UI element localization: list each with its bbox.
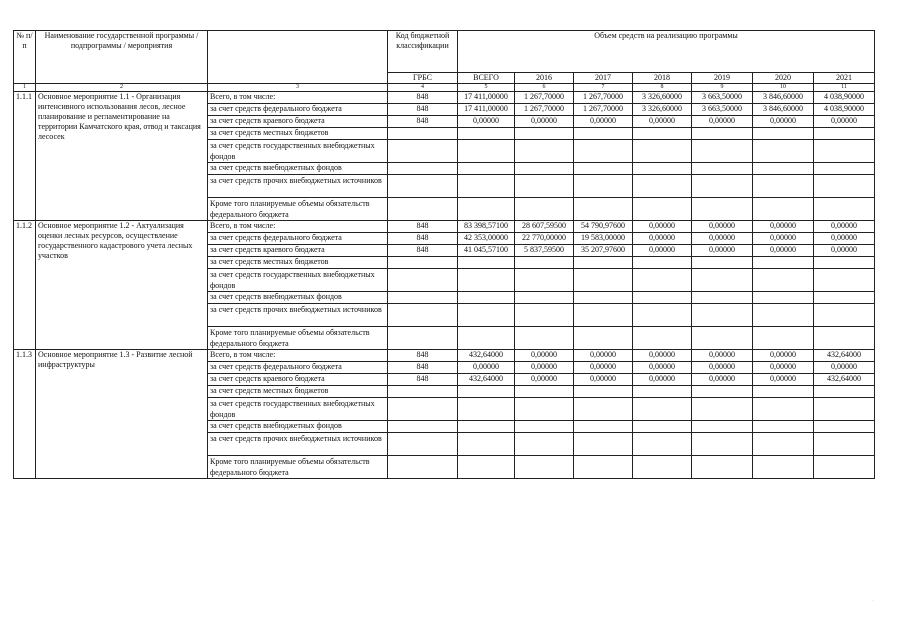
- year-value: [574, 304, 633, 327]
- year-value: 3 326,60000: [633, 104, 692, 116]
- year-value: [692, 327, 753, 350]
- year-value: 0,00000: [753, 245, 814, 257]
- total-value: [458, 386, 515, 398]
- column-number: 8: [633, 84, 692, 92]
- funding-source: за счет средств прочих внебюджетных источников: [208, 433, 388, 456]
- year-value: 35 207,97600: [574, 245, 633, 257]
- column-number: 5: [458, 84, 515, 92]
- funding-source: за счет средств местных бюджетов: [208, 128, 388, 140]
- funding-source: Всего, в том числе:: [208, 350, 388, 362]
- year-value: 0,00000: [753, 233, 814, 245]
- year-value: [574, 175, 633, 198]
- year-value: 0,00000: [515, 362, 574, 374]
- year-value: [692, 456, 753, 479]
- year-value: [814, 304, 875, 327]
- year-value: [753, 198, 814, 221]
- year-value: [814, 456, 875, 479]
- year-value: [753, 386, 814, 398]
- year-value: [574, 456, 633, 479]
- grbs-code: 848: [388, 92, 458, 104]
- column-number: 2: [36, 84, 208, 92]
- year-value: [574, 163, 633, 175]
- funding-source: за счет средств прочих внебюджетных источников: [208, 175, 388, 198]
- year-value: 0,00000: [814, 245, 875, 257]
- year-value: [692, 292, 753, 304]
- year-value: [515, 386, 574, 398]
- total-value: 83 398,57100: [458, 221, 515, 233]
- year-value: [515, 398, 574, 421]
- funding-source: за счет средств федерального бюджета: [208, 233, 388, 245]
- funding-source: за счет средств государственных внебюджетных фондов: [208, 398, 388, 421]
- year-value: [814, 175, 875, 198]
- year-value: 0,00000: [753, 374, 814, 386]
- total-value: [458, 433, 515, 456]
- year-value: [633, 140, 692, 163]
- year-value: [753, 304, 814, 327]
- year-value: [633, 304, 692, 327]
- grbs-code: 848: [388, 221, 458, 233]
- measure-name: Основное мероприятие 1.3 - Развитие лесной инфраструктуры: [36, 350, 208, 479]
- year-value: [692, 198, 753, 221]
- year-value: [753, 292, 814, 304]
- funding-source: за счет средств федерального бюджета: [208, 104, 388, 116]
- grbs-code: [388, 269, 458, 292]
- year-value: [633, 175, 692, 198]
- year-value: 0,00000: [633, 362, 692, 374]
- year-value: [814, 269, 875, 292]
- total-value: 42 353,00000: [458, 233, 515, 245]
- year-value: [515, 456, 574, 479]
- year-value: [753, 327, 814, 350]
- total-value: [458, 327, 515, 350]
- funding-source: за счет средств внебюджетных фондов: [208, 292, 388, 304]
- total-value: 41 045,57100: [458, 245, 515, 257]
- table-row: [14, 350, 875, 362]
- year-value: 3 663,50000: [692, 92, 753, 104]
- funding-source: Всего, в том числе:: [208, 221, 388, 233]
- total-value: [458, 304, 515, 327]
- header-row: [14, 31, 875, 73]
- year-value: 0,00000: [633, 221, 692, 233]
- grbs-code: 848: [388, 374, 458, 386]
- year-value: 0,00000: [515, 350, 574, 362]
- year-value: [633, 398, 692, 421]
- total-value: 17 411,00000: [458, 104, 515, 116]
- volume-header: Объем средств на реализацию программы: [458, 31, 875, 73]
- year-value: [814, 140, 875, 163]
- funding-source: Всего, в том числе:: [208, 92, 388, 104]
- measure-number: 1.1.2: [14, 221, 36, 350]
- funding-source: Кроме того планируемые объемы обязательств федерального бюджета: [208, 456, 388, 479]
- year-value: 3 326,60000: [633, 92, 692, 104]
- measure-name: Основное мероприятие 1.2 - Актуализация оценки лесных ресурсов, осуществление государственного кадастрового учета лесных участков: [36, 221, 208, 350]
- total-value: [458, 398, 515, 421]
- grbs-code: 848: [388, 116, 458, 128]
- year-value: 0,00000: [692, 374, 753, 386]
- num-header: № п/п: [14, 31, 36, 84]
- table-row: [14, 221, 875, 233]
- year-value: 1 267,70000: [515, 92, 574, 104]
- name-header: Наименование государственной программы / подпрограммы / мероприятия: [36, 31, 208, 84]
- year-value: [515, 128, 574, 140]
- funding-source: за счет средств прочих внебюджетных источников: [208, 304, 388, 327]
- year-value: [515, 269, 574, 292]
- year-value: [753, 175, 814, 198]
- year-value: [574, 386, 633, 398]
- year-value: [814, 386, 875, 398]
- grbs-code: [388, 128, 458, 140]
- funding-source: Кроме того планируемые объемы обязательств федерального бюджета: [208, 327, 388, 350]
- column-number: 1: [14, 84, 36, 92]
- year-value: [753, 269, 814, 292]
- year-value: 1 267,70000: [515, 104, 574, 116]
- year-value: [574, 421, 633, 433]
- source-header: [208, 31, 388, 84]
- column-number: 3: [208, 84, 388, 92]
- measure-number: 1.1.1: [14, 92, 36, 221]
- year-value: [515, 304, 574, 327]
- year-value: 28 607,59500: [515, 221, 574, 233]
- year-header: 2020: [753, 73, 814, 84]
- total-value: 432,64000: [458, 350, 515, 362]
- grbs-code: [388, 421, 458, 433]
- grbs-code: 848: [388, 233, 458, 245]
- funding-source: за счет средств краевого бюджета: [208, 116, 388, 128]
- year-value: [692, 421, 753, 433]
- year-value: [633, 198, 692, 221]
- year-value: [753, 128, 814, 140]
- column-number: 9: [692, 84, 753, 92]
- year-value: [574, 269, 633, 292]
- year-value: 3 846,60000: [753, 92, 814, 104]
- year-value: 0,00000: [574, 350, 633, 362]
- total-value: 17 411,00000: [458, 92, 515, 104]
- year-value: 0,00000: [633, 233, 692, 245]
- year-value: 0,00000: [692, 233, 753, 245]
- year-value: [515, 327, 574, 350]
- total-value: 432,64000: [458, 374, 515, 386]
- year-value: [814, 163, 875, 175]
- grbs-code: [388, 433, 458, 456]
- year-value: [515, 421, 574, 433]
- year-value: 0,00000: [753, 221, 814, 233]
- year-value: 0,00000: [633, 374, 692, 386]
- year-value: [814, 398, 875, 421]
- year-value: [692, 257, 753, 269]
- year-value: 0,00000: [692, 245, 753, 257]
- year-value: [574, 292, 633, 304]
- grbs-code: [388, 327, 458, 350]
- year-value: 432,64000: [814, 374, 875, 386]
- year-value: [814, 198, 875, 221]
- year-value: 0,00000: [515, 374, 574, 386]
- total-header: ВСЕГО: [458, 73, 515, 84]
- year-value: [515, 433, 574, 456]
- year-value: [692, 304, 753, 327]
- year-value: 0,00000: [633, 245, 692, 257]
- column-number: 6: [515, 84, 574, 92]
- year-value: [574, 257, 633, 269]
- grbs-code: [388, 257, 458, 269]
- year-value: 1 267,70000: [574, 104, 633, 116]
- year-value: [814, 433, 875, 456]
- year-value: [692, 433, 753, 456]
- year-value: 0,00000: [814, 362, 875, 374]
- grbs-code: 848: [388, 350, 458, 362]
- year-value: 0,00000: [753, 116, 814, 128]
- year-value: [633, 292, 692, 304]
- year-value: [515, 292, 574, 304]
- total-value: [458, 128, 515, 140]
- total-value: [458, 269, 515, 292]
- funding-source: за счет средств внебюджетных фондов: [208, 421, 388, 433]
- year-value: [633, 327, 692, 350]
- year-value: 1 267,70000: [574, 92, 633, 104]
- year-value: [633, 456, 692, 479]
- grbs-code: [388, 175, 458, 198]
- total-value: [458, 456, 515, 479]
- year-value: [574, 128, 633, 140]
- year-value: 0,00000: [692, 116, 753, 128]
- year-value: [692, 140, 753, 163]
- year-value: [633, 386, 692, 398]
- year-value: [574, 198, 633, 221]
- year-value: 3 663,50000: [692, 104, 753, 116]
- funding-source: за счет средств государственных внебюджетных фондов: [208, 140, 388, 163]
- total-value: [458, 257, 515, 269]
- year-value: [814, 421, 875, 433]
- year-value: [633, 421, 692, 433]
- funding-source: за счет средств краевого бюджета: [208, 374, 388, 386]
- grbs-code: [388, 292, 458, 304]
- total-value: [458, 292, 515, 304]
- year-value: [574, 327, 633, 350]
- year-value: [753, 421, 814, 433]
- year-value: 0,00000: [515, 116, 574, 128]
- year-value: [515, 198, 574, 221]
- scan-mark: ·: [872, 598, 874, 604]
- year-value: [753, 163, 814, 175]
- grbs-code: 848: [388, 104, 458, 116]
- year-value: [692, 269, 753, 292]
- year-value: [692, 175, 753, 198]
- year-value: [515, 257, 574, 269]
- grbs-code: [388, 163, 458, 175]
- year-value: [574, 398, 633, 421]
- year-value: 432,64000: [814, 350, 875, 362]
- year-value: 0,00000: [814, 221, 875, 233]
- year-value: [814, 327, 875, 350]
- year-value: [753, 456, 814, 479]
- funding-source: за счет средств внебюджетных фондов: [208, 163, 388, 175]
- year-value: [692, 128, 753, 140]
- year-value: [692, 163, 753, 175]
- year-value: 0,00000: [692, 350, 753, 362]
- year-header: 2016: [515, 73, 574, 84]
- measure-name: Основное мероприятие 1.1 - Организация интенсивного использования лесов, лесное планирование и регламентирование на территории Камчатского края, отвод и таксация лесосек: [36, 92, 208, 221]
- year-value: [814, 257, 875, 269]
- year-value: [633, 269, 692, 292]
- year-value: 0,00000: [574, 362, 633, 374]
- year-value: 0,00000: [692, 221, 753, 233]
- year-value: 0,00000: [753, 362, 814, 374]
- grbs-header: ГРБС: [388, 73, 458, 84]
- year-value: [753, 257, 814, 269]
- grbs-code: [388, 456, 458, 479]
- total-value: [458, 175, 515, 198]
- year-header: 2017: [574, 73, 633, 84]
- column-number: 10: [753, 84, 814, 92]
- funding-source: за счет средств федерального бюджета: [208, 362, 388, 374]
- year-value: [574, 140, 633, 163]
- column-number: 11: [814, 84, 875, 92]
- grbs-code: [388, 386, 458, 398]
- grbs-code: 848: [388, 362, 458, 374]
- year-value: [515, 140, 574, 163]
- year-value: [633, 163, 692, 175]
- total-value: 0,00000: [458, 362, 515, 374]
- column-number: 4: [388, 84, 458, 92]
- year-value: [753, 398, 814, 421]
- year-value: [753, 433, 814, 456]
- year-value: 0,00000: [692, 362, 753, 374]
- grbs-code: [388, 304, 458, 327]
- total-value: [458, 163, 515, 175]
- year-header: 2021: [814, 73, 875, 84]
- year-value: 0,00000: [574, 374, 633, 386]
- total-value: [458, 140, 515, 163]
- year-value: 0,00000: [574, 116, 633, 128]
- year-value: [515, 163, 574, 175]
- year-value: [574, 433, 633, 456]
- year-value: 4 038,90000: [814, 104, 875, 116]
- grbs-code: 848: [388, 245, 458, 257]
- budget-table: [13, 30, 875, 479]
- year-value: [515, 175, 574, 198]
- year-value: [814, 128, 875, 140]
- year-header: 2018: [633, 73, 692, 84]
- year-value: [753, 140, 814, 163]
- year-value: 0,00000: [814, 116, 875, 128]
- year-value: 3 846,60000: [753, 104, 814, 116]
- year-value: 19 583,00000: [574, 233, 633, 245]
- year-value: 4 038,90000: [814, 92, 875, 104]
- grbs-code: [388, 140, 458, 163]
- year-value: 54 790,97600: [574, 221, 633, 233]
- year-value: [814, 292, 875, 304]
- year-value: 22 770,00000: [515, 233, 574, 245]
- funding-source: за счет средств местных бюджетов: [208, 386, 388, 398]
- year-value: [692, 398, 753, 421]
- column-number-row: [14, 84, 875, 92]
- year-value: [692, 386, 753, 398]
- funding-source: за счет средств государственных внебюджетных фондов: [208, 269, 388, 292]
- grbs-code: [388, 398, 458, 421]
- year-header: 2019: [692, 73, 753, 84]
- total-value: [458, 198, 515, 221]
- total-value: [458, 421, 515, 433]
- year-value: 5 837,59500: [515, 245, 574, 257]
- table-row: [14, 92, 875, 104]
- year-value: [633, 128, 692, 140]
- funding-source: Кроме того планируемые объемы обязательств федерального бюджета: [208, 198, 388, 221]
- measure-number: 1.1.3: [14, 350, 36, 479]
- year-value: 0,00000: [633, 116, 692, 128]
- column-number: 7: [574, 84, 633, 92]
- year-value: 0,00000: [753, 350, 814, 362]
- year-value: [633, 433, 692, 456]
- total-value: 0,00000: [458, 116, 515, 128]
- funding-source: за счет средств краевого бюджета: [208, 245, 388, 257]
- year-value: 0,00000: [633, 350, 692, 362]
- funding-source: за счет средств местных бюджетов: [208, 257, 388, 269]
- code-header: Код бюджетной классификации: [388, 31, 458, 73]
- year-value: [633, 257, 692, 269]
- grbs-code: [388, 198, 458, 221]
- year-value: 0,00000: [814, 233, 875, 245]
